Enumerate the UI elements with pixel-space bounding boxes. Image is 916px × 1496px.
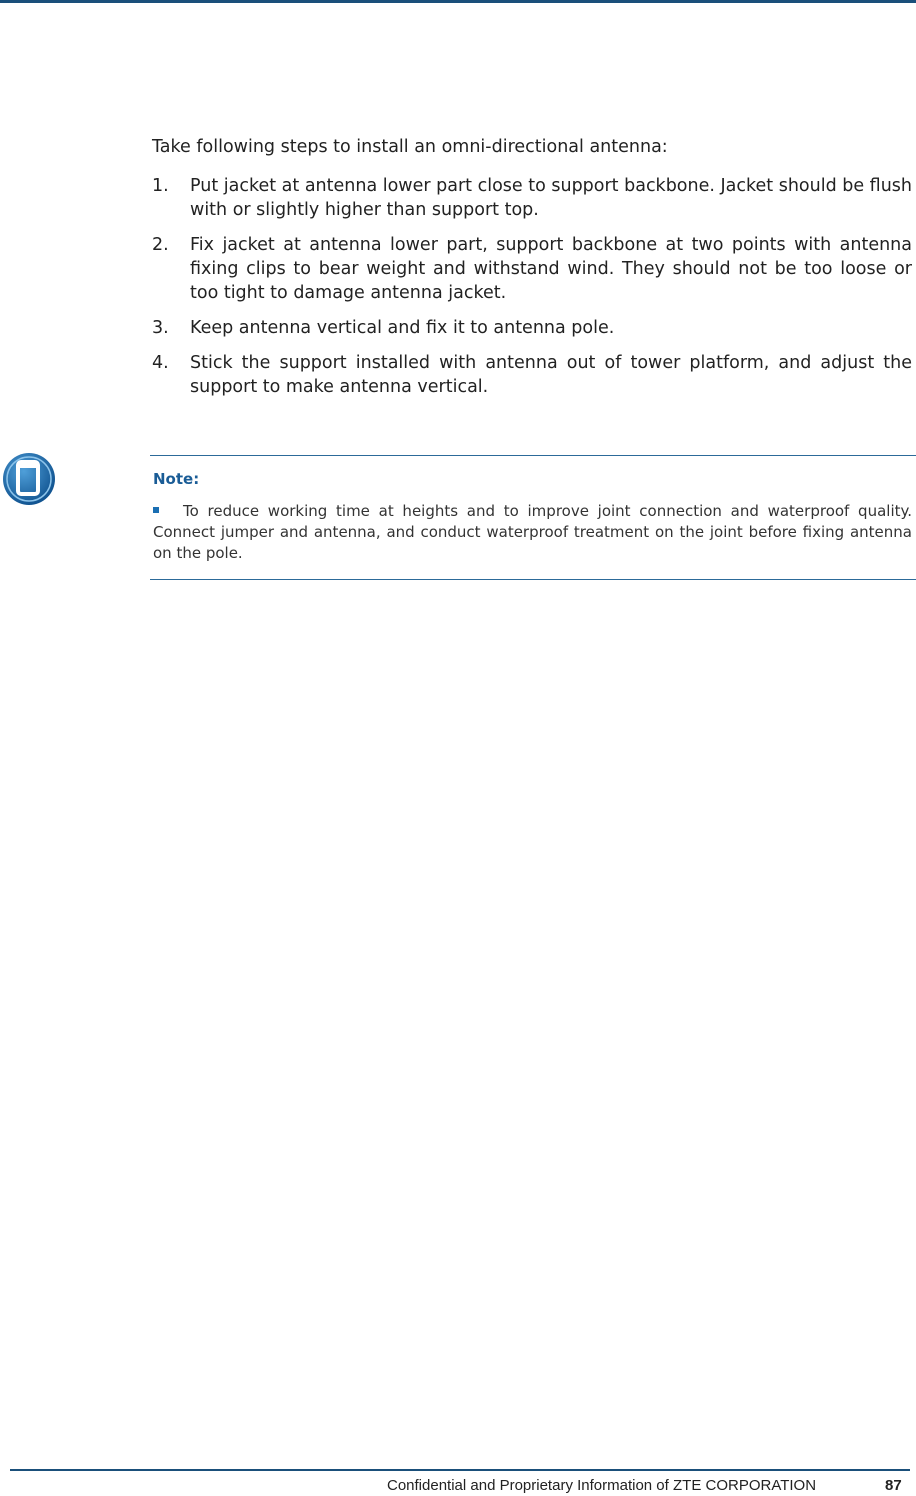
step-number: 4. (152, 353, 169, 373)
footer-text: Confidential and Proprietary Information of ZTE CORPORATION (387, 1477, 817, 1494)
step-number: 3. (152, 318, 169, 338)
step-text: Keep antenna vertical and fix it to antenna pole. (190, 318, 615, 338)
step-number: 2. (152, 235, 169, 255)
note-text-block (153, 501, 912, 564)
step-number: 1. (152, 176, 169, 196)
step-text: Put jacket at antenna lower part close to support backbone. Jacket should be flush with or slightly higher than support top. (190, 176, 913, 220)
steps-list (152, 174, 912, 399)
step-item-3 (152, 316, 912, 340)
main-content (152, 134, 912, 410)
step-text: Fix jacket at antenna lower part, support backbone at two points with antenna fixing clips to bear weight and withstand wind. They should not be too loose or too tight to damage antenna jacket. (190, 235, 912, 303)
step-item-1 (152, 174, 912, 222)
note-icon (2, 452, 56, 506)
bullet-icon (153, 507, 159, 513)
intro-text: Take following steps to install an omni-directional antenna: (152, 137, 668, 157)
page-number: 87 (885, 1477, 902, 1494)
step-item-4 (152, 351, 912, 399)
note-text: To reduce working time at heights and to improve joint connection and waterproof quality. Connect jumper and antenna, and conduct waterproof treatment on the joint before fixing antenna on the pole. (153, 502, 912, 562)
step-text: Stick the support installed with antenna out of tower platform, and adjust the support to make antenna vertical. (190, 353, 912, 397)
note-box (150, 455, 916, 580)
header-rule (0, 0, 916, 3)
step-item-2 (152, 233, 912, 305)
note-title: Note: (153, 470, 200, 488)
footer-rule (10, 1469, 910, 1471)
